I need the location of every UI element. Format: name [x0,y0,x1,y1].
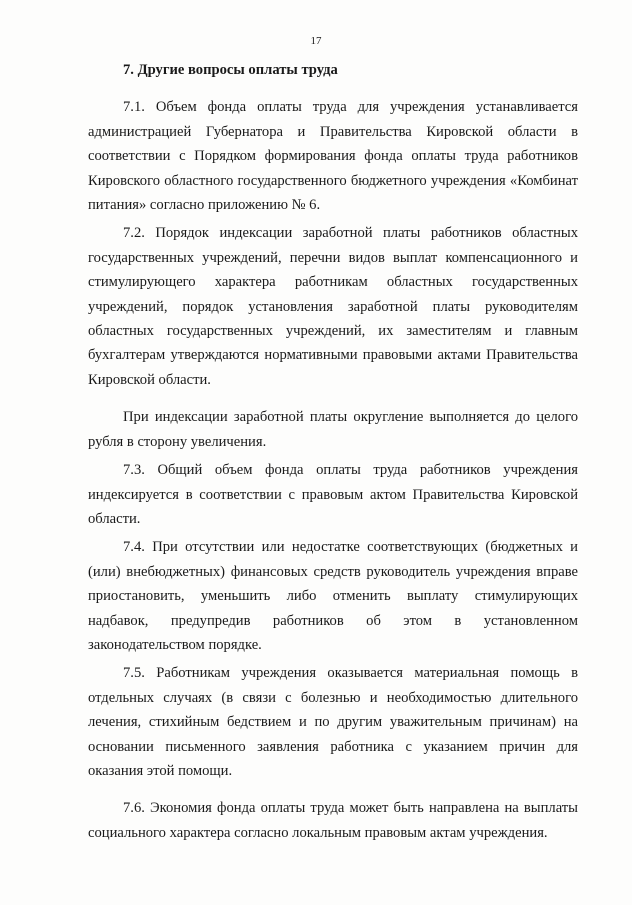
paragraph-7-4: 7.4. При отсутствии или недостатке соответствующих (бюджетных и (или) внебюджетных) финансовых средств руководитель учреждения вправе приостановить, уменьшить либо отменить выплату стимулирующих надбавок, предупредив работников об этом в установленном законодательством порядке. [88,539,578,653]
paragraph-rounding: При индексации заработной платы округление выполняется до целого рубля в сторону увеличения. [88,409,578,450]
section-title: 7. Другие вопросы оплаты труда [123,62,338,78]
paragraph-7-3: 7.3. Общий объем фонда оплаты труда работников учреждения индексируется в соответствии с правовым актом Правительства Кировской области. [88,462,578,527]
document-body [88,58,578,845]
paragraph-7-6: 7.6. Экономия фонда оплаты труда может быть направлена на выплаты социального характера согласно локальным правовым актам учреждения. [88,800,578,841]
paragraph-7-5: 7.5. Работникам учреждения оказывается материальная помощь в отдельных случаях (в связи с болезнью и необходимостью длительного лечения, стихийным бедствием и по другим уважительным причинам) на основании письменного заявления работника с указанием причин для оказания этой помощи. [88,665,578,779]
page-number: 17 [310,35,322,47]
paragraph-7-2: 7.2. Порядок индексации заработной платы работников областных государственных учреждений, перечни видов выплат компенсационного и стимулирующего характера работникам областных государственных учреждений, порядок установления заработной платы руководителям областных государственных учреждений, их заместителям и главным бухгалтерам утверждаются нормативными правовыми актами Правительства Кировской области. [88,225,578,388]
paragraph-7-1: 7.1. Объем фонда оплаты труда для учреждения устанавливается администрацией Губернатора и Правительства Кировской области в соответствии с Порядком формирования фонда оплаты труда работников Кировского областного государственного бюджетного учреждения «Комбинат питания» согласно приложению № 6. [88,99,578,214]
